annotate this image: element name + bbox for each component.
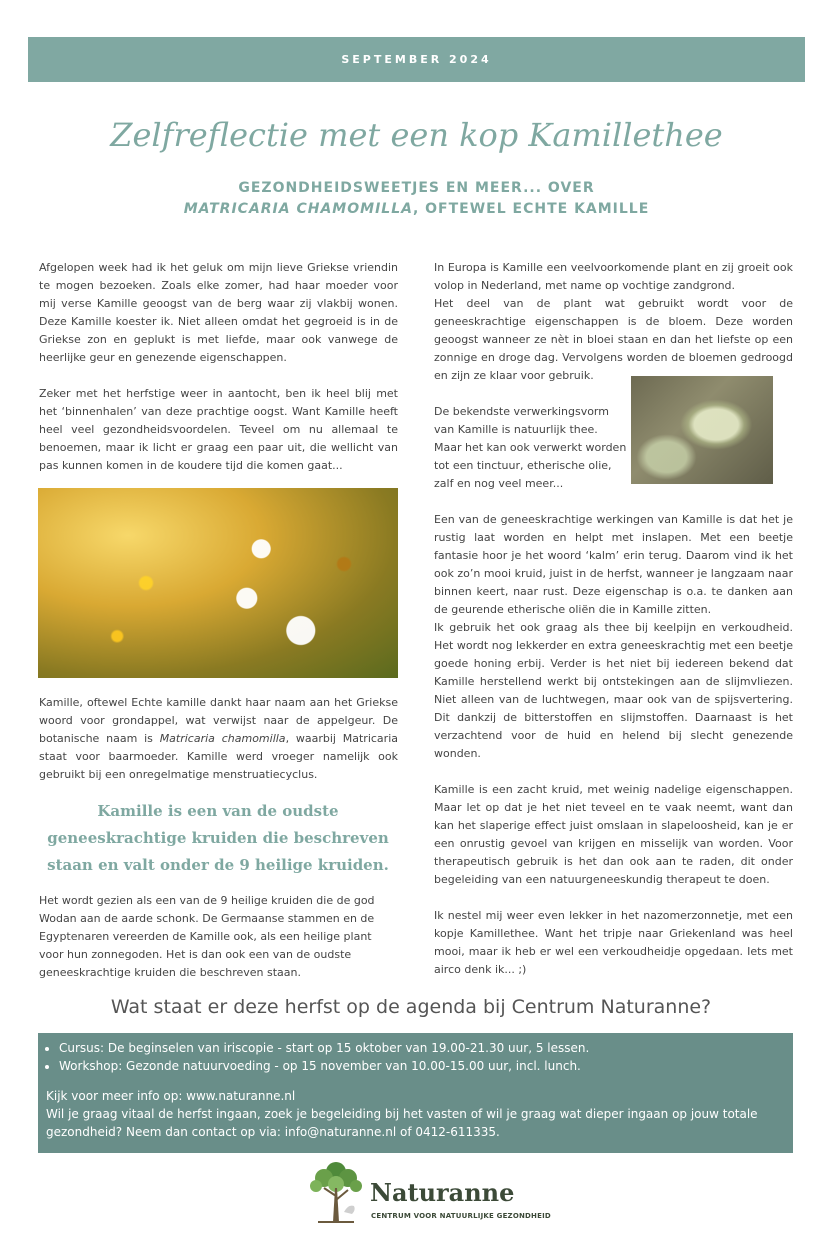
naturanne-logo (306, 1158, 551, 1226)
right-intro (434, 259, 793, 385)
date-banner (28, 37, 805, 82)
left-intro (39, 259, 398, 475)
paragraph: Een van de geneeskrachtige werkingen van Kamille is dat het je rustig laat worden en helpt met inslapen. Met een beetje fantasie hoor je het woord ‘kalm’ erin terug. Daarom vind ik het ook zo’n mooi kruid, juist in de herfst, wanneer je langzaam naar binnen keert, naar rust. Deze eigenschap is o.a. te danken aan de geurende etherische oliën die in Kamille zitten. (434, 513, 793, 616)
text-line: tot een tinctuur, etherische olie, (434, 459, 612, 472)
paragraph: Ik gebruik het ook graag als thee bij keelpijn en verkoudheid. Het wordt nog lekkerder en extra geneeskrachtig met een beetje goede honing erbij. Verder is het niet bij iedereen bekend dat Kamille herstellend werkt bij ontstekingen aan de slijmvliezen. Niet alleen van de luchtwegen, maar ook van de spijsvertering. Dit dankzij de bitterstoffen en slijmstoffen. Daarnaast is het verzachtend voor de huid en helend bij slecht genezende wonden. (434, 621, 793, 760)
page-title: Zelfreflectie met een kop Kamillethee (110, 116, 723, 154)
right-effects (434, 511, 793, 979)
paragraph (39, 694, 398, 784)
logo-tagline: CENTRUM VOOR NATUURLIJKE GEZONDHEID (371, 1212, 551, 1220)
agenda-contact: Wil je graag vitaal de herfst ingaan, zoek je begeleiding bij het vasten of wil je graag wat dieper ingaan op jouw totale gezondheid? Neem dan contact op via: info@naturanne.nl of 0412-611335. (46, 1107, 758, 1139)
date-label: SEPTEMBER 2024 (341, 53, 492, 66)
agenda-item: • Cursus: De beginselen van iriscopie - start op 15 oktober van 19.00-21.30 uur, 5 lessen. (59, 1039, 785, 1057)
agenda-info: Kijk voor meer info op: www.naturanne.nl (46, 1089, 296, 1103)
agenda-list (46, 1039, 785, 1075)
paragraph: Zeker met het herfstige weer in aantocht, ben ik heel blij met het ‘binnenhalen’ van deze prachtige oogst. Want Kamille heeft heel veel gezondheidsvoordelen. Teveel om nu allemaal te benoemen, maar ik licht er graag een paar uit, die wellicht van pas kunnen komen in de koudere tijd die komen gaat... (39, 387, 398, 472)
paragraph-text: Kamille, oftewel Echte kamille dankt haar naam aan het Griekse woord voor grondappel, wat verwijst naar de appelgeur. De botanische naam is (39, 696, 398, 745)
subtitle-latin-name: MATRICARIA CHAMOMILLA (183, 201, 413, 217)
page-subtitle (0, 178, 833, 220)
botanical-name: Matricaria chamomilla (159, 732, 286, 745)
pull-quote: Kamille is een van de oudste geneeskrachtige kruiden die beschreven staan en valt onder de 9 heilige kruiden. (47, 802, 389, 874)
paragraph: Ik nestel mij weer even lekker in het nazomerzonnetje, met een kopje Kamillethee. Want het tripje naar Griekenland was heel mooi, maar ik heb er wel een verkoudheidje opgedaan. Iets met airco denk ik... ;) (434, 909, 793, 976)
left-history (39, 892, 398, 982)
logo-name: Naturanne (370, 1178, 515, 1207)
left-botany (39, 694, 398, 784)
paragraph: Het wordt gezien als een van de 9 heilige kruiden die de god Wodan aan de aarde schonk. De Germaanse stammen en de Egyptenaren vereerden de Kamille ook, als een heilige plant voor hun zonnegoden. Het is dan ook een van de oudste geneeskrachtige kruiden die beschreven staan. (39, 894, 375, 979)
paragraph: Afgelopen week had ik het geluk om mijn lieve Griekse vriendin te mogen bezoeken. Zoals elke zomer, had haar moeder voor mij verse Kamille geoogst van de berg waar zij vlakbij wonen. Deze Kamille koester ik. Niet alleen omdat het gegroeid is in de Griekse zon en geplukt is met liefde, maar ook vanwege de heerlijke geur en genezende eigenschappen. (39, 261, 398, 364)
paragraph: In Europa is Kamille een veelvoorkomende plant en zij groeit ook volop in Nederland, met name op vochtige zandgrond. (434, 261, 793, 292)
paragraph-text: , waarbij Matricaria staat voor baarmoeder. Kamille werd vroeger namelijk ook gebruikt bij een onregelmatige menstruatiecyclus. (39, 732, 398, 781)
text-line: zalf en nog veel meer... (434, 477, 564, 490)
agenda-title: Wat staat er deze herfst op de agenda bij Centrum Naturanne? (110, 996, 712, 1018)
paragraph: Het deel van de plant wat gebruikt wordt voor de geneeskrachtige eigenschappen is de bloem. Deze worden geoogst wanneer ze nèt in bloei staan en dan het liefste op een zonnige en droge dag. Vervolgens worden de bloemen gedroogd en zijn ze klaar voor gebruik. (434, 297, 793, 382)
subtitle-line-2 (0, 199, 833, 220)
agenda-item: • Workshop: Gezonde natuurvoeding - op 15 november van 10.00-15.00 uur, incl. lunch. (59, 1057, 785, 1075)
right-uses (434, 403, 629, 493)
chamomile-flowers-photo (38, 488, 398, 678)
agenda-box (38, 1033, 793, 1153)
text-line: Maar het kan ook verwerkt worden (434, 441, 627, 454)
subtitle-common-name: , OFTEWEL ECHTE KAMILLE (412, 201, 650, 217)
paragraph: Kamille is een zacht kruid, met weinig nadelige eigenschappen. Maar let op dat je het niet teveel en te vaak neemt, want dan kan het slaperige effect juist omslaan in slapeloosheid, kan je er een onrustig gevoel van krijgen en misselijk van worden. Voor therapeutisch gebruik is het dan ook aan te raden, dit onder begeleiding van een natuurgeneeskundig therapeut te doen. (434, 783, 793, 886)
text-line: De bekendste verwerkingsvorm (434, 405, 609, 418)
tree-icon (306, 1158, 366, 1224)
subtitle-line-1: GEZONDHEIDSWEETJES EN MEER... OVER (238, 180, 595, 196)
chamomile-tea-photo (631, 376, 773, 484)
text-line: van Kamille is natuurlijk thee. (434, 423, 598, 436)
